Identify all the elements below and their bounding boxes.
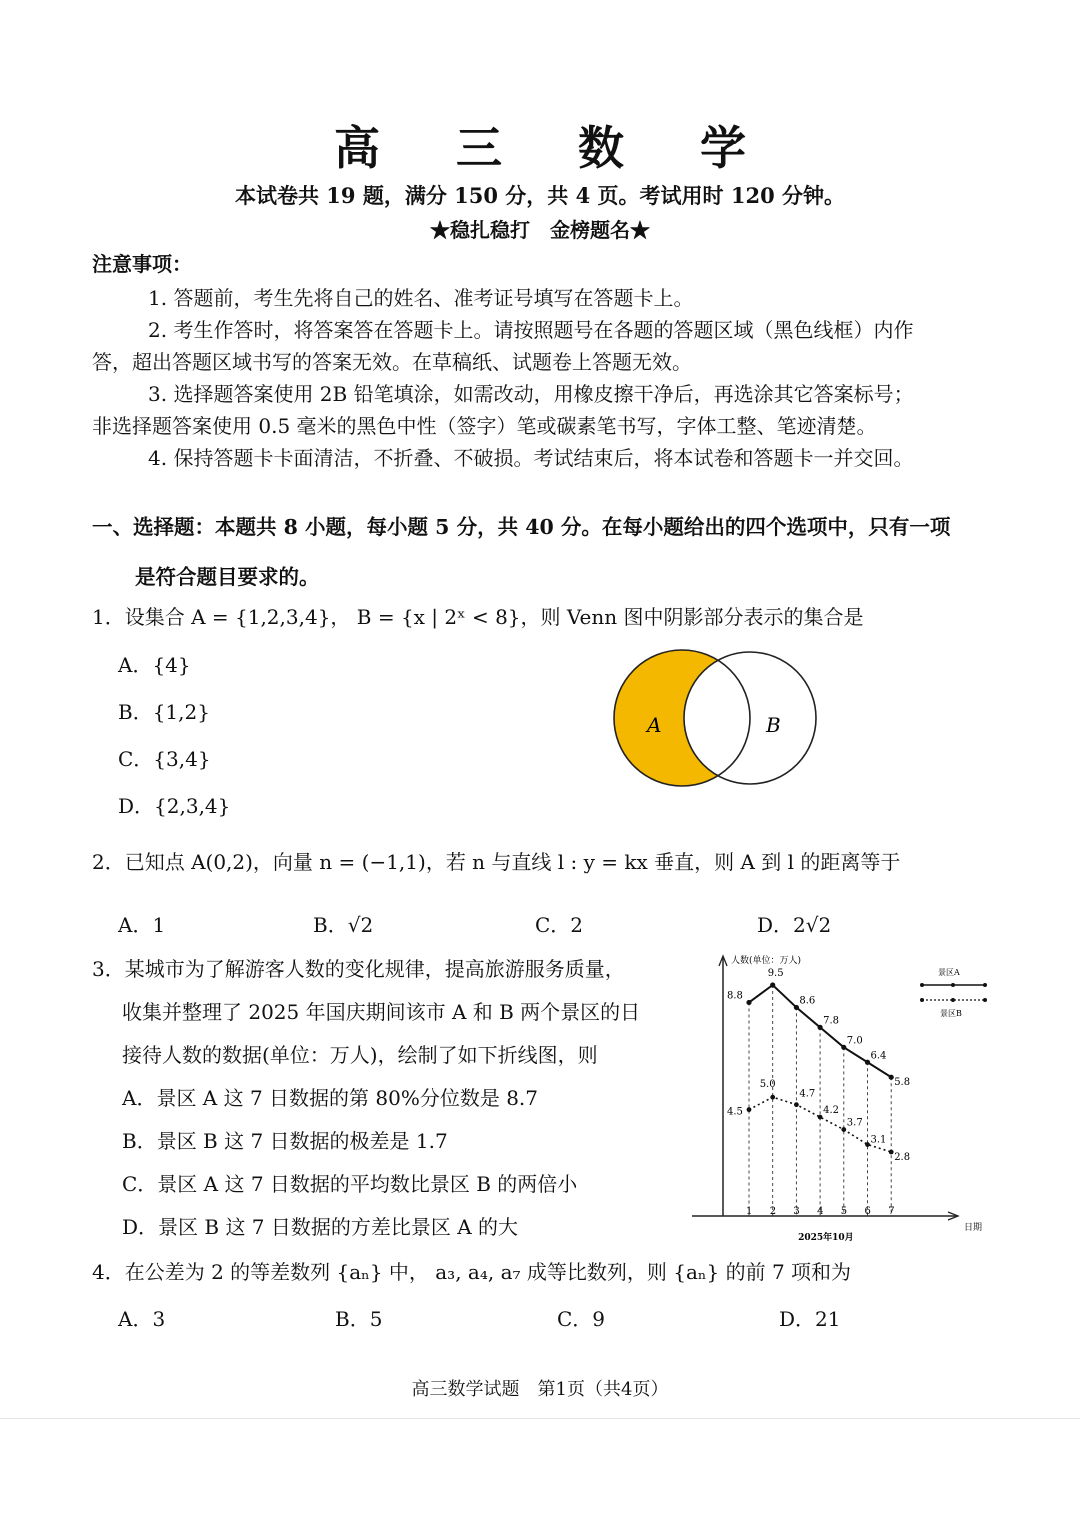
notice-line-3: 答，超出答题区域书写的答案无效。在草稿纸、试题卷上答题无效。 — [92, 350, 692, 374]
venn-label-a: A — [647, 713, 662, 737]
legend-series-a-marker — [983, 983, 987, 987]
legend-series-b-marker — [920, 998, 924, 1002]
series-a-point — [770, 982, 775, 987]
question-3-stem-line-3: 接待人数的数据(单位：万人)，绘制了如下折线图，则 — [122, 1043, 598, 1067]
legend-series-a-marker — [951, 983, 955, 987]
q2-option-b: B．√2 — [313, 913, 374, 937]
q1-option-b: B．{1,2} — [118, 700, 210, 724]
series-a-data-label: 9.5 — [767, 968, 784, 979]
q4-option-b: B．5 — [335, 1307, 383, 1331]
venn-label-b: B — [766, 713, 781, 737]
legend-series-b-marker — [983, 998, 987, 1002]
section-heading-line-1: 一、选择题：本题共 8 小题，每小题 5 分，共 40 分。在每小题给出的四个选项中，只有一项 — [92, 515, 951, 539]
q4-option-c: C．9 — [557, 1307, 606, 1331]
q1-option-d: D．{2,3,4} — [118, 794, 231, 818]
y-axis-label: 人数(单位：万人) — [731, 956, 802, 966]
series-b-point — [770, 1095, 775, 1100]
q2-option-d: D．2√2 — [757, 913, 832, 937]
x-tick-label: 2 — [769, 1206, 777, 1217]
page-bottom-divider — [0, 1418, 1080, 1419]
exam-info: 本试卷共 19 题，满分 150 分，共 4 页。考试用时 120 分钟。 — [235, 183, 845, 208]
legend-series-b-label: 景区B — [940, 1009, 962, 1018]
series-b-data-label: 3.1 — [870, 1134, 887, 1146]
x-tick-label: 7 — [888, 1206, 895, 1217]
visitor-line-chart — [690, 950, 990, 1250]
notice-line-4: 3. 选择题答案使用 2B 铅笔填涂，如需改动，用橡皮擦干净后，再选涂其它答案标号； — [148, 382, 914, 406]
series-b-data-label: 5.0 — [759, 1079, 776, 1091]
series-a-data-label: 8.8 — [727, 990, 743, 1002]
x-tick-label: 4 — [817, 1206, 824, 1217]
q1-option-a: A．{4} — [118, 653, 191, 677]
q3-option-c: C．景区 A 这 7 日数据的平均数比景区 B 的两倍小 — [122, 1172, 578, 1196]
page-footer: 高三数学试题 第1页（共4页） — [411, 1379, 669, 1400]
q3-option-a: A．景区 A 这 7 日数据的第 80%分位数是 8.7 — [122, 1086, 539, 1110]
series-b-data-label: 3.7 — [846, 1117, 863, 1129]
series-a-point — [818, 1025, 823, 1030]
q3-option-d: D．景区 B 这 7 日数据的方差比景区 A 的大 — [122, 1215, 519, 1239]
series-b-data-label: 4.2 — [823, 1105, 840, 1117]
question-4-stem: 4．在公差为 2 的等差数列 {aₙ} 中， a₃, a₄, a₇ 成等比数列，则 {aₙ} 的前 7 项和为 — [92, 1260, 852, 1284]
motto: ★稳扎稳打 金榜题名★ — [430, 218, 650, 242]
venn-diagram — [600, 640, 830, 800]
series-a-data-label: 5.8 — [894, 1077, 911, 1089]
series-a-data-label: 6.4 — [870, 1050, 887, 1062]
question-1-stem: 1．设集合 A = {1,2,3,4}， B = {x | 2ˣ < 8}，则 Venn 图中阴影部分表示的集合是 — [92, 605, 864, 629]
notice-line-5: 非选择题答案使用 0.5 毫米的黑色中性（签字）笔或碳素笔书写，字体工整、笔迹清楚。 — [92, 414, 877, 438]
legend-series-a-label: 景区A — [938, 968, 960, 977]
series-b-point — [794, 1102, 799, 1107]
q3-option-b: B．景区 B 这 7 日数据的极差是 1.7 — [122, 1129, 448, 1153]
q4-option-a: A．3 — [118, 1307, 166, 1331]
series-b-data-label: 2.8 — [894, 1152, 911, 1163]
legend-series-a-marker — [920, 983, 924, 987]
series-a-point — [889, 1075, 894, 1080]
series-a-point — [841, 1045, 846, 1050]
x-axis-title: 2025年10月 — [798, 1233, 854, 1243]
section-heading-line-2: 是符合题目要求的。 — [135, 565, 320, 589]
notice-line-1: 1. 答题前，考生先将自己的姓名、准考证号填写在答题卡上。 — [148, 286, 694, 310]
series-a-point — [746, 1000, 751, 1005]
series-a-data-label: 8.6 — [799, 995, 816, 1007]
x-axis-label: 日期 — [964, 1223, 983, 1233]
x-tick-label: 1 — [746, 1206, 753, 1217]
series-a-data-label: 7.8 — [823, 1015, 840, 1027]
q2-option-a: A．1 — [118, 913, 166, 937]
series-b-point — [747, 1107, 752, 1112]
legend-series-b-marker — [951, 998, 955, 1002]
series-a-data-label: 7.0 — [846, 1035, 863, 1047]
series-b-point — [889, 1150, 894, 1155]
x-tick-label: 6 — [864, 1206, 871, 1217]
page-title: 高 三 数 学 — [333, 121, 777, 175]
question-2-stem: 2．已知点 A(0,2)，向量 n = (−1,1)，若 n 与直线 l : y = kx 垂直，则 A 到 l 的距离等于 — [92, 850, 901, 874]
notice-heading: 注意事项： — [92, 252, 192, 276]
x-tick-label: 5 — [840, 1206, 848, 1217]
series-b-point — [818, 1115, 823, 1120]
q1-option-c: C．{3,4} — [118, 747, 211, 771]
notice-line-2: 2. 考生作答时，将答案答在答题卡上。请按照题号在各题的答题区域（黑色线框）内作 — [148, 318, 914, 342]
q4-option-d: D．21 — [779, 1307, 841, 1331]
series-a-point — [865, 1060, 870, 1065]
question-3-stem-line-2: 收集并整理了 2025 年国庆期间该市 A 和 B 两个景区的日 — [122, 1000, 641, 1024]
q2-option-c: C．2 — [535, 913, 584, 937]
series-b-data-label: 4.5 — [727, 1106, 743, 1118]
series-b-data-label: 4.7 — [799, 1088, 816, 1100]
x-tick-label: 3 — [793, 1206, 800, 1217]
series-a-point — [794, 1005, 799, 1010]
series-b-point — [865, 1142, 870, 1147]
series-b-point — [841, 1127, 846, 1132]
question-3-stem-line-1: 3．某城市为了解游客人数的变化规律，提高旅游服务质量， — [92, 957, 625, 981]
notice-line-6: 4. 保持答题卡卡面清洁，不折叠、不破损。考试结束后，将本试卷和答题卡一并交回。 — [148, 446, 914, 470]
